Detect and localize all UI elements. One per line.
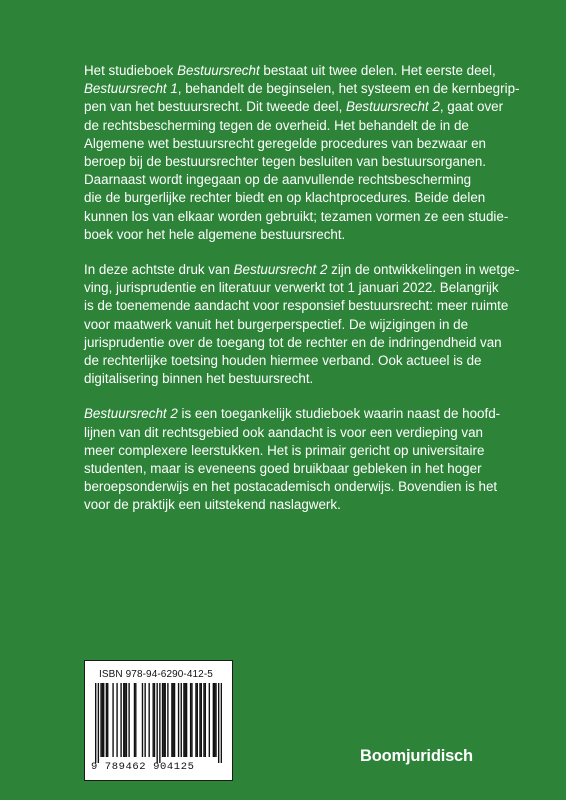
blurb-text: studenten, maar is eveneens goed bruikbaar gebleken in het hoger — [84, 461, 482, 477]
barcode-bar — [162, 683, 163, 757]
barcode-bar — [171, 683, 172, 757]
barcode-bar — [98, 683, 99, 763]
blurb-text: jurisprudentie over de toegang tot de rechter en de indringendheid van — [84, 334, 502, 350]
barcode-bar — [205, 683, 206, 757]
barcode-bar — [181, 683, 182, 757]
barcode-bar — [120, 683, 121, 757]
blurb-text: ving, jurisprudentie en literatuur verwerkt tot 1 januari 2022. Belangrijk — [84, 280, 499, 296]
blurb-text: digitalisering binnen het bestuursrecht. — [84, 371, 314, 387]
barcode-bar — [214, 683, 215, 757]
barcode-bar — [142, 683, 143, 757]
back-cover-blurb — [84, 62, 520, 532]
barcode-bar — [183, 683, 184, 757]
blurb-line — [84, 478, 498, 496]
book-title-italic: Bestuursrecht 2 — [233, 262, 328, 278]
barcode-bar — [135, 683, 136, 757]
barcode-bar — [103, 683, 104, 757]
blurb-text: kunnen los van elkaar worden gebruikt; tezamen vormen ze een studie- — [84, 208, 509, 224]
blurb-line — [84, 370, 488, 388]
isbn-label: ISBN 978-94-6290-412-5 — [99, 669, 213, 680]
blurb-text: Algemene wet bestuursrecht geregelde procedures van bezwaar en — [84, 135, 486, 151]
blurb-line — [84, 171, 488, 189]
barcode-bar — [154, 683, 155, 757]
blurb-line — [84, 135, 488, 153]
isbn-barcode — [84, 660, 233, 781]
blurb-text: Het studieboek — [84, 63, 178, 78]
blurb-line — [84, 261, 520, 279]
barcode-bar — [221, 683, 222, 763]
blurb-line — [84, 80, 520, 98]
barcode-bar — [186, 683, 187, 757]
blurb-line — [84, 226, 488, 244]
blurb-line — [84, 189, 488, 207]
blurb-line — [84, 208, 509, 226]
blurb-text: is de toenemende aandacht voor responsief bestuursrecht: meer ruimte — [84, 298, 509, 314]
barcode-bar — [199, 683, 200, 757]
book-title-italic: Bestuursrecht 2 — [346, 99, 440, 115]
barcode-bar — [203, 683, 204, 757]
blurb-text: , gaat over — [439, 99, 504, 115]
blurb-text: is een toegankelijk studieboek waarin naast de hoofd- — [177, 406, 501, 422]
blurb-line — [84, 98, 504, 116]
barcode-bar — [123, 683, 124, 757]
barcode-bar — [173, 683, 174, 757]
blurb-paragraph — [84, 405, 501, 514]
blurb-text: boek voor het hele algemene bestuursrecht. — [84, 226, 346, 242]
barcode-bar — [112, 683, 113, 757]
barcode-bar — [100, 683, 101, 757]
blurb-text: , behandelt de beginselen, het systeem en de kernbegrip- — [177, 81, 520, 97]
barcode-bar — [190, 683, 191, 757]
barcode-bar — [144, 683, 145, 757]
barcode-bar — [126, 683, 127, 757]
blurb-text: lijnen van dit rechtsgebied ook aandacht is voor een verdieping van — [84, 424, 484, 440]
barcode-bar — [159, 683, 160, 763]
blurb-text: meer complexere leerstukken. Het is primair gericht op universitaire — [84, 442, 485, 458]
barcode-bar — [152, 683, 153, 757]
barcode-bar — [102, 683, 103, 757]
blurb-paragraph — [84, 261, 520, 388]
blurb-line — [84, 279, 499, 297]
blurb-line — [84, 153, 488, 171]
barcode-bar — [201, 683, 202, 757]
blurb-text: beroepsonderwijs en het postacademisch onderwijs. Bovendien is het — [84, 479, 498, 495]
blurb-line — [84, 117, 488, 135]
barcode-bar — [106, 683, 107, 757]
book-title-italic: Bestuursrecht 2 — [84, 406, 178, 422]
publisher-logo: Boomjuridisch — [360, 747, 473, 765]
blurb-line — [84, 405, 501, 423]
barcode-bar — [124, 683, 125, 757]
blurb-text: pen van het bestuursrecht. Dit tweede deel, — [84, 99, 347, 115]
blurb-line — [84, 297, 509, 315]
barcode-bar — [191, 683, 192, 757]
blurb-text: de rechtsbescherming tegen de overheid. Het behandelt de in de — [84, 117, 469, 133]
barcode-bar — [116, 683, 117, 757]
blurb-text: bestaat uit twee delen. Het eerste deel, — [259, 63, 496, 78]
blurb-paragraph — [84, 62, 520, 244]
barcode-bar — [213, 683, 214, 757]
blurb-text: voor maatwerk vanuit het burgerperspectief. De wijzigingen in de — [84, 316, 469, 332]
blurb-line — [84, 496, 488, 514]
barcode-bar — [174, 683, 175, 757]
barcode-bar — [95, 683, 96, 763]
barcode-bar — [197, 683, 198, 757]
blurb-line — [84, 460, 488, 478]
book-title-italic: Bestuursrecht — [177, 63, 260, 78]
barcode-bar — [165, 683, 166, 757]
blurb-line — [84, 352, 488, 370]
barcode-bar — [156, 683, 157, 763]
ean-digits: 9 789462 904125 — [91, 761, 195, 773]
blurb-text: zijn de ontwikkelingen in wetge- — [327, 262, 520, 278]
barcode-bar — [134, 683, 135, 757]
barcode-bar — [163, 683, 164, 757]
blurb-line — [84, 62, 496, 80]
blurb-text: de rechterlijke toetsing houden hiermee verband. Ook actueel is de — [84, 353, 482, 369]
barcode-bar — [195, 683, 196, 757]
barcode-bar — [218, 683, 219, 763]
barcode-bar — [167, 683, 168, 757]
barcode-bar — [178, 683, 179, 757]
blurb-line — [84, 334, 502, 352]
barcode-bar — [215, 683, 216, 757]
barcode-bar — [185, 683, 186, 757]
barcode-bar — [209, 683, 210, 757]
blurb-text: die de burgerlijke rechter biedt en op klachtprocedures. Beide delen — [84, 190, 486, 206]
barcode-bar — [107, 683, 108, 757]
barcode-bar — [148, 683, 149, 757]
blurb-line — [84, 424, 488, 442]
blurb-text: voor de praktijk een uitstekend naslagwerk. — [84, 497, 341, 513]
book-title-italic: Bestuursrecht 1 — [84, 81, 178, 97]
blurb-text: In deze achtste druk van — [84, 262, 234, 278]
blurb-text: beroep bij de bestuursrechter tegen besluiten van bestuursorganen. — [84, 154, 486, 170]
barcode-bars — [95, 683, 222, 763]
blurb-line — [84, 442, 488, 460]
barcode-bar — [128, 683, 129, 757]
blurb-line — [84, 316, 488, 334]
blurb-text: Daarnaast wordt ingegaan op de aanvullende rechtsbescherming — [84, 172, 472, 188]
